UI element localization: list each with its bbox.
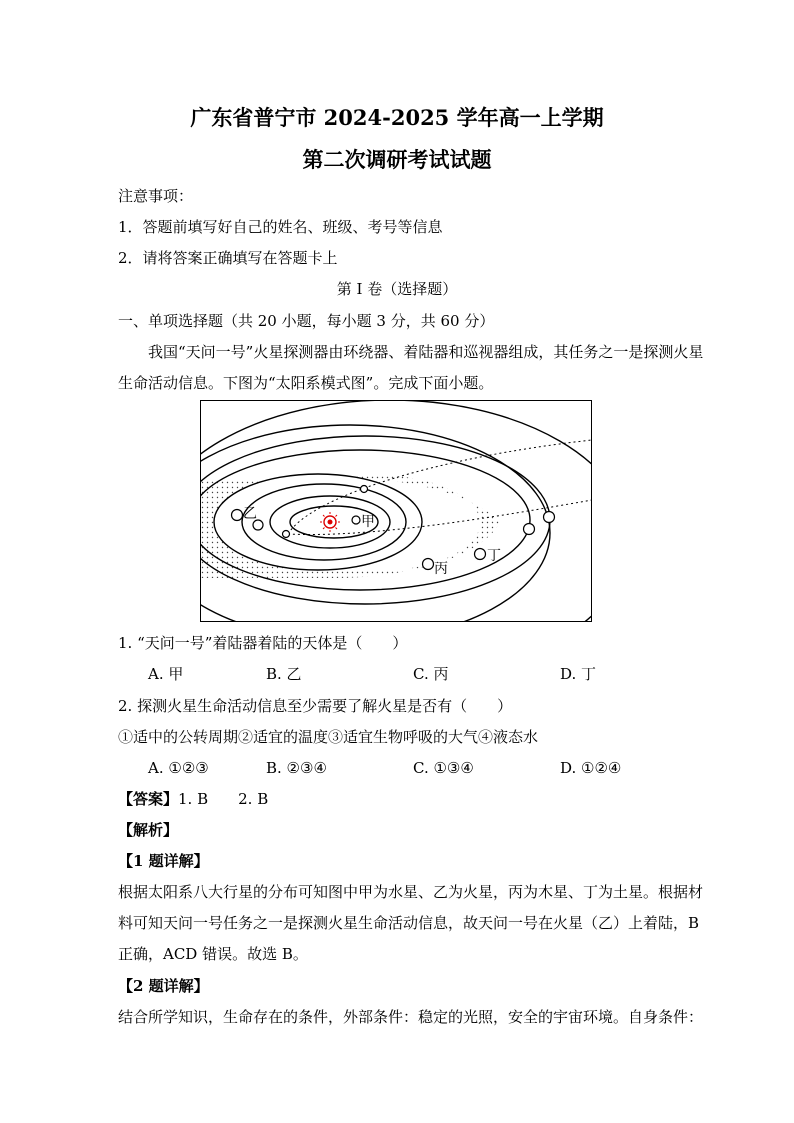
question-1: 1. “天问一号”着陆器着陆的天体是（ ） [118, 634, 408, 652]
q2-option-c: C. ①③④ [413, 759, 474, 777]
q2-option-b: B. ②③④ [266, 759, 327, 777]
planet-yi [232, 510, 243, 521]
doc-title-line2: 第二次调研考试试题 [302, 147, 492, 172]
q2-option-a: A. ①②③ [148, 759, 209, 777]
solar-system-diagram [200, 400, 592, 623]
intro-line-2: 生命活动信息。下图为“太阳系模式图”。完成下面小题。 [118, 374, 494, 392]
planet-jia [352, 516, 360, 524]
q1-option-a: A. 甲 [148, 665, 184, 683]
q2-option-d: D. ①②④ [560, 759, 622, 777]
planet-small-top [361, 486, 368, 493]
detail-1-line-3: 正确，ACD 错误。故选 B。 [118, 945, 308, 963]
question-2-stem: ①适中的公转周期②适宜的温度③适宜生物呼吸的大气④液态水 [118, 728, 539, 746]
volume-heading: 第 I 卷（选择题） [336, 280, 458, 298]
q1-option-d: D. 丁 [560, 665, 597, 683]
section-heading: 一、单项选择题（共 20 小题，每小题 3 分，共 60 分） [118, 312, 495, 330]
label-ding: 丁 [487, 548, 501, 564]
q1-option-c: C. 丙 [413, 665, 449, 683]
detail-1-line-2: 料可知天问一号任务之一是探测火星生命活动信息，故天问一号在火星（乙）上着陆，B [118, 914, 700, 932]
planet-outer-2 [544, 512, 555, 523]
answer-label: 【答案】 [118, 790, 179, 808]
answer-row [118, 789, 268, 809]
intro-line-1: 我国“天问一号”火星探测器由环绕器、着陆器和巡视器组成，其任务之一是探测火星 [148, 343, 704, 361]
answer-text: 1. B 2. B [178, 790, 269, 808]
detail-2-heading: 【2 题详解】 [118, 977, 209, 995]
notice-heading: 注意事项： [118, 187, 194, 205]
label-bing: 丙 [434, 561, 448, 577]
planet-small-left [283, 531, 290, 538]
q1-option-b: B. 乙 [266, 665, 302, 683]
detail-1-line-1: 根据太阳系八大行星的分布可知图中甲为水星、乙为火星，丙为木星、丁为土星。根据材 [118, 883, 704, 901]
question-2: 2. 探测火星生命活动信息至少需要了解火星是否有（ ） [118, 697, 513, 715]
planet-bing [423, 559, 434, 570]
notice-item-1: 1．答题前填写好自己的姓名、班级、考号等信息 [118, 218, 443, 236]
notice-item-2: 2．请将答案正确填写在答题卡上 [118, 249, 338, 267]
detail-1-heading: 【1 题详解】 [118, 852, 209, 870]
label-yi: 乙 [243, 506, 257, 522]
analysis-heading: 【解析】 [118, 821, 179, 839]
doc-title-line1: 广东省普宁市 2024-2025 学年高一上学期 [190, 105, 604, 130]
planet-outer-1 [524, 524, 535, 535]
detail-2-line-1: 结合所学知识，生命存在的条件，外部条件：稳定的光照，安全的宇宙环境。自身条件： [118, 1008, 704, 1026]
label-jia: 甲 [361, 514, 375, 530]
planet-ding [475, 549, 486, 560]
